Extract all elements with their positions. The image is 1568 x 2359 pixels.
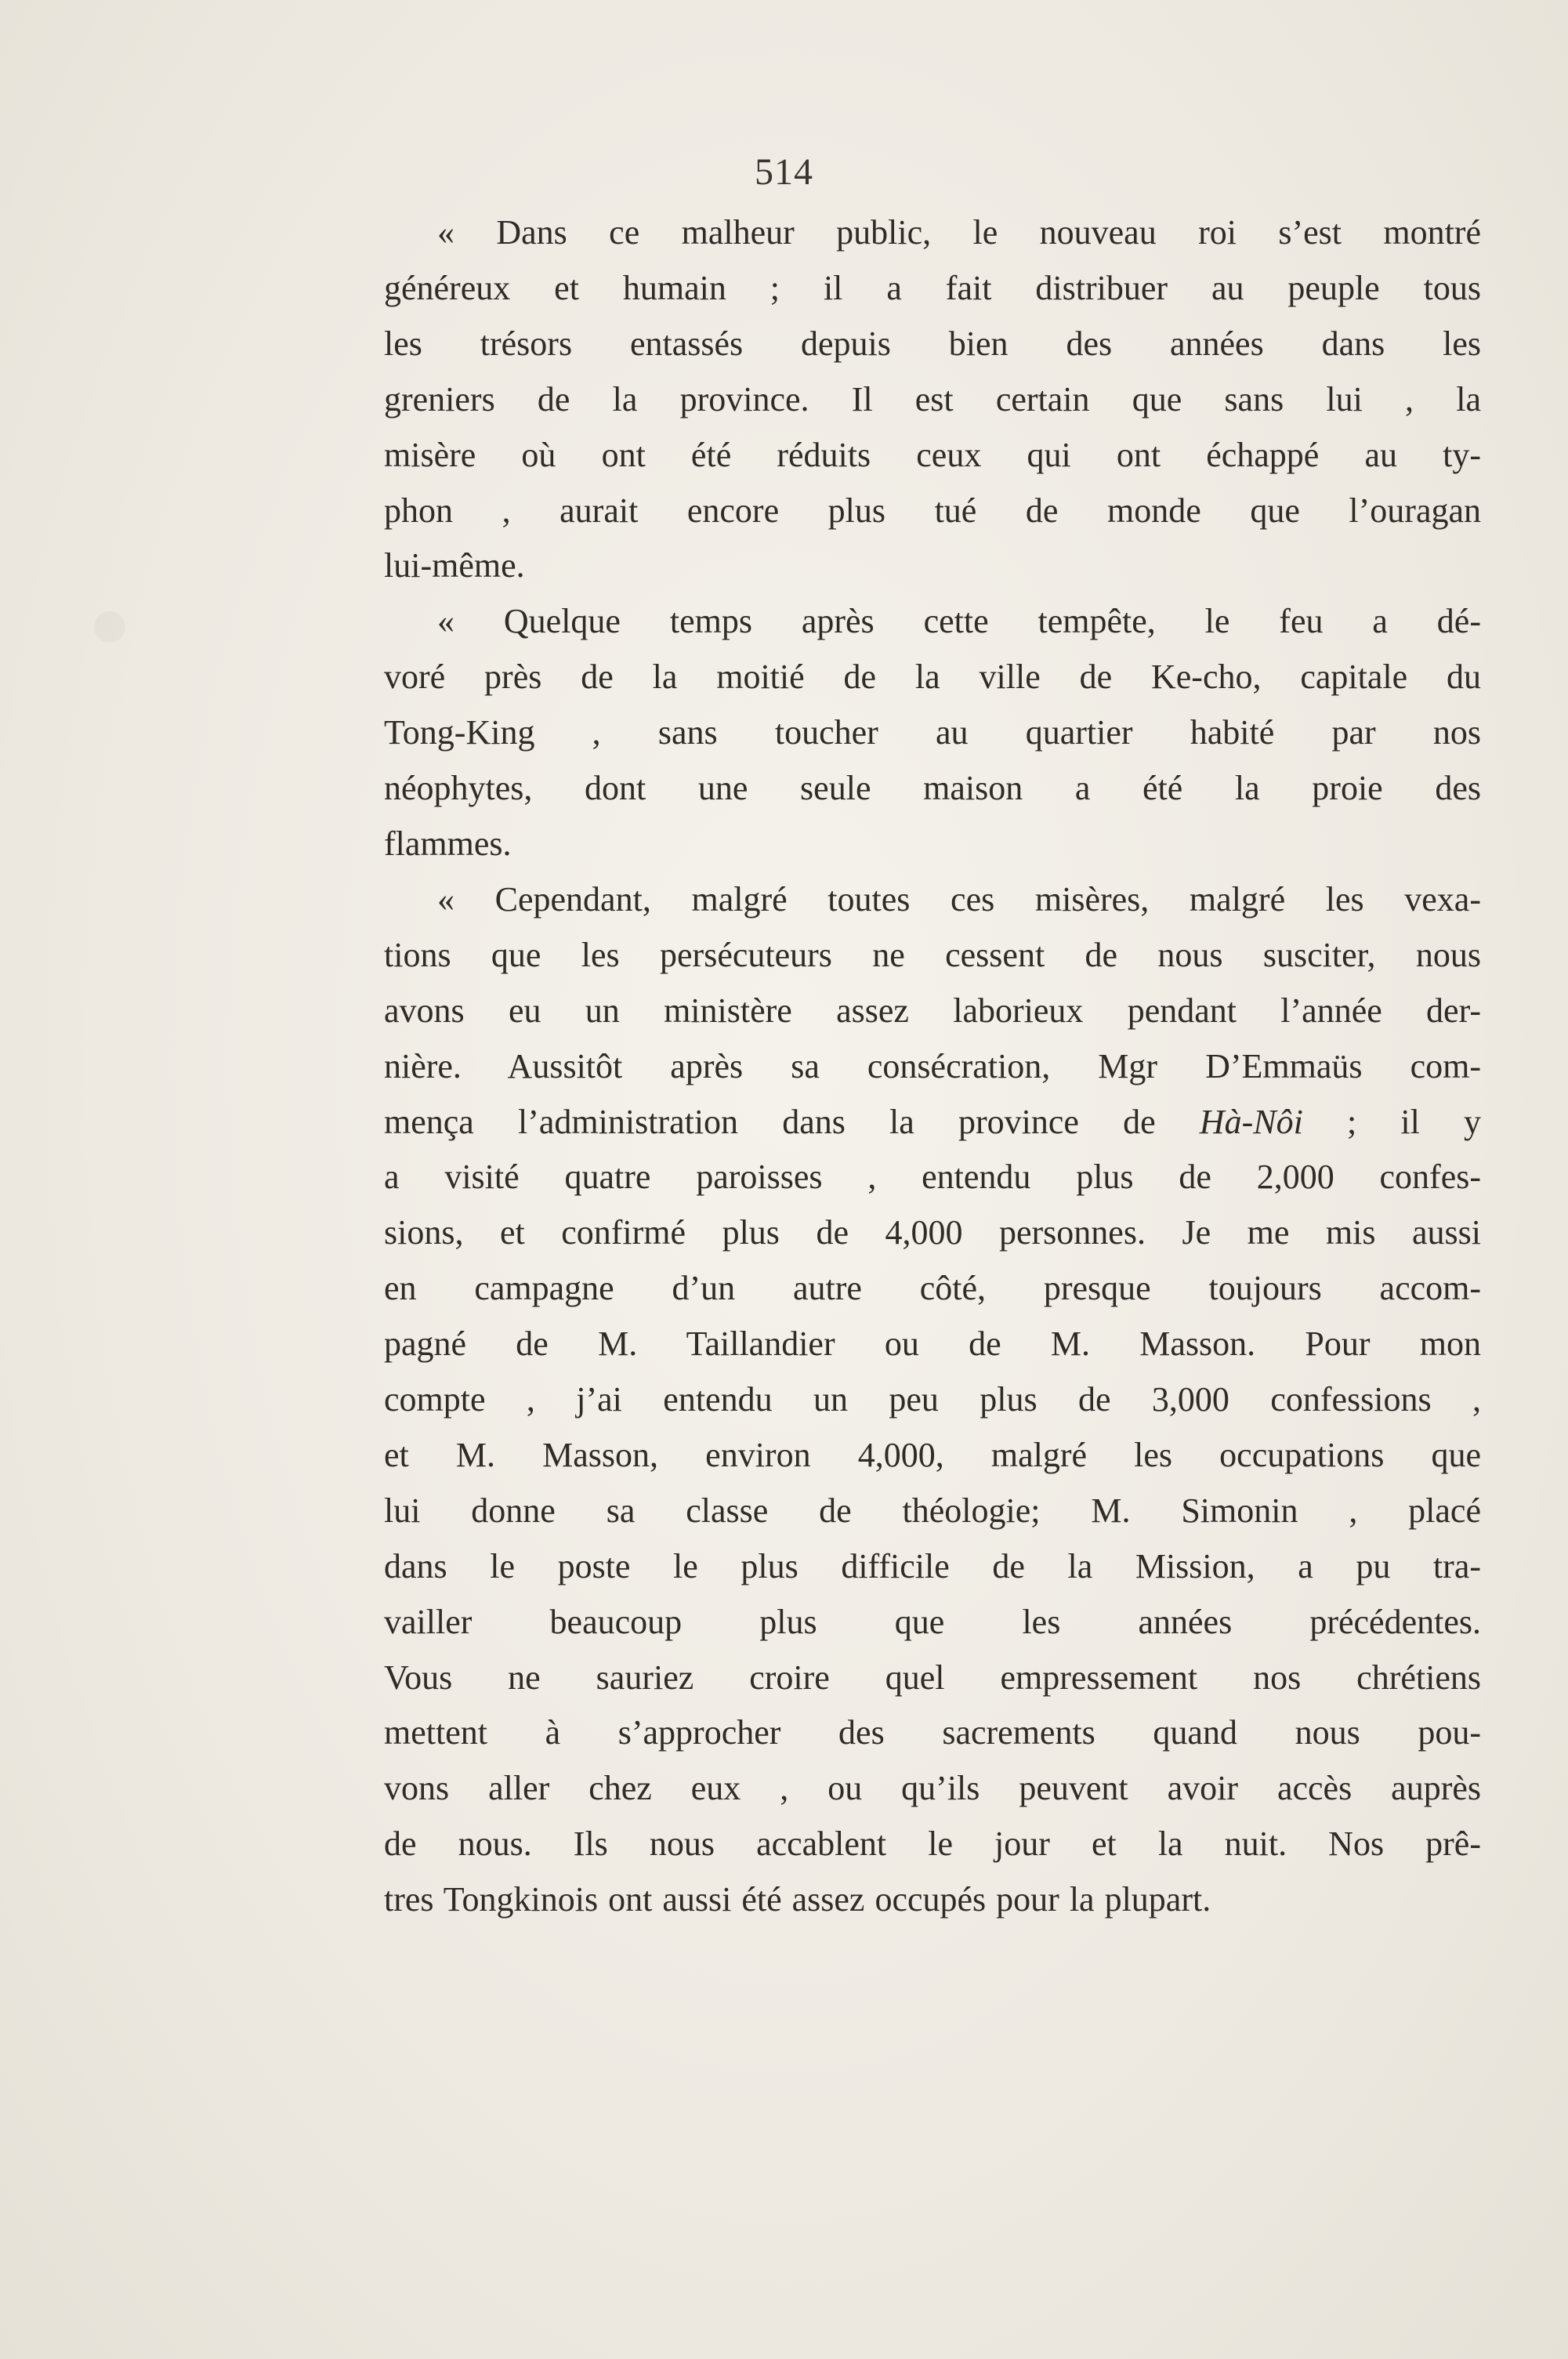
page-number: 514 <box>755 151 813 193</box>
paragraph-3 <box>384 872 1481 1928</box>
paper-stain <box>94 611 125 643</box>
text-line: de nous. Ils nous accablent le jour et la nuit. Nos prê- <box>384 1825 1481 1864</box>
text-line: sions, et confirmé plus de 4,000 personnes. Je me mis aussi <box>384 1213 1481 1252</box>
text-line: voré près de la moitié de la ville de Ke-cho, capitale du <box>384 658 1481 697</box>
text-line: généreux et humain ; il a fait distribuer au peuple tous <box>384 268 1481 307</box>
text-line: compte , j’ai entendu un peu plus de 3,000 confessions , <box>384 1380 1481 1419</box>
text-line: vailler beaucoup plus que les années précédentes. <box>384 1602 1481 1641</box>
text-line: pagné de M. Taillandier ou de M. Masson. Pour mon <box>384 1324 1481 1364</box>
text-line: flammes. <box>384 824 512 863</box>
paragraph-1 <box>384 205 1481 594</box>
text-line: Tong-King , sans toucher au quartier habité par nos <box>384 713 1481 752</box>
body-text <box>384 205 1481 1928</box>
text-line: dans le poste le plus difficile de la Mission, a pu tra- <box>384 1546 1481 1585</box>
text-line: a visité quatre paroisses , entendu plus de 2,000 confes- <box>384 1158 1481 1197</box>
text-line: lui donne sa classe de théologie; M. Simonin , placé <box>384 1491 1481 1530</box>
text-line: nière. Aussitôt après sa consécration, Mgr D’Emmaüs com- <box>384 1046 1481 1085</box>
text-line: néophytes, dont une seule maison a été la proie des <box>384 769 1481 808</box>
text-line: en campagne d’un autre côté, presque toujours accom- <box>384 1269 1481 1308</box>
text-line: tions que les persécuteurs ne cessent de nous susciter, nous <box>384 935 1481 974</box>
paragraph-2 <box>384 594 1481 872</box>
text-line: « Quelque temps après cette tempête, le feu a dé- <box>437 602 1481 641</box>
province-name: Hà-Nôi <box>1199 1102 1303 1141</box>
text-line: et M. Masson, environ 4,000, malgré les occupations que <box>384 1435 1481 1474</box>
text-line: Vous ne sauriez croire quel empressement nos chrétiens <box>384 1658 1481 1697</box>
text-line: vons aller chez eux , ou qu’ils peuvent avoir accès auprès <box>384 1769 1481 1808</box>
text-line: lui-même. <box>384 546 525 585</box>
text-line: mença l’administration dans la province de Hà-Nôi ; il y <box>384 1102 1481 1141</box>
text-line: avons eu un ministère assez laborieux pendant l’année der- <box>384 991 1481 1030</box>
text-line: greniers de la province. Il est certain que sans lui , la <box>384 379 1481 419</box>
text-line: tres Tongkinois ont aussi été assez occupés pour la plupart. <box>384 1880 1211 1919</box>
text-line: phon , aurait encore plus tué de monde que l’ouragan <box>384 491 1481 530</box>
text-line: mettent à s’approcher des sacrements quand nous pou- <box>384 1713 1481 1752</box>
text-line: les trésors entassés depuis bien des années dans les <box>384 324 1481 363</box>
text-line: misère où ont été réduits ceux qui ont échappé au ty- <box>384 435 1481 474</box>
text-line: « Cependant, malgré toutes ces misères, malgré les vexa- <box>437 879 1481 919</box>
text-line: « Dans ce malheur public, le nouveau roi s’est montré <box>437 213 1481 252</box>
